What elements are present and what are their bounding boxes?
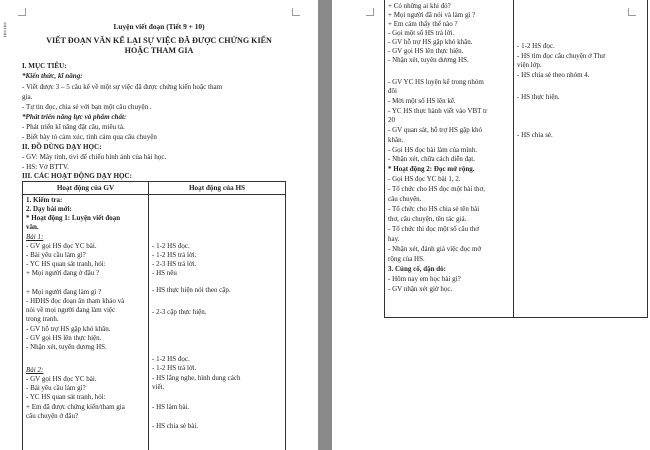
body-line: - HS: Vở BTTV.	[22, 163, 69, 171]
section-heading: II. ĐỒ DÙNG DẠY HỌC:	[22, 143, 102, 151]
table-row: - Nhận xét, chữa cách diễn đạt.	[388, 155, 475, 163]
document-page-2	[332, 0, 650, 450]
table-row: văn.	[26, 223, 39, 231]
table-row: Bài 2:	[26, 366, 44, 374]
table-row: viết.	[152, 383, 165, 391]
table-row: - 2-3 cặp thực hiện.	[152, 308, 207, 316]
table-row: * Hoạt động 1: Luyện viết đoạn	[26, 214, 121, 222]
table-row: - Hôm nay em học bài gì?	[388, 275, 461, 283]
table-row: - Tổ chức cho HS chia sẻ tên bài	[388, 205, 480, 213]
table-row: - Gọi HS đọc YC bài 1, 2.	[388, 175, 461, 183]
table-row: - HS chia sẻ theo nhóm 4.	[517, 71, 590, 79]
table-row: - GV quan sát, hỗ trợ HS gặp khó	[388, 126, 482, 134]
table-row: - HĐHS đọc đoạn ăn tham khảo và	[26, 297, 125, 305]
table-move-handle-icon[interactable]: ⁞⁞ ⁞⁞	[3, 21, 7, 39]
table-row: - GV gọi HS đọc YC bài.	[26, 242, 97, 250]
table-row: - GV gọi HS lên thực hiện.	[26, 334, 102, 342]
table-row: + Em cảm thấy thế nào ?	[388, 20, 458, 28]
table-row: - Bài yêu cầu làm gì?	[26, 251, 86, 259]
table-row: - HS lắng nghe, hình dung cách	[152, 374, 241, 382]
table-row: * Hoạt động 2: Đọc mở rộng.	[388, 165, 475, 173]
table-row: viện lớp.	[517, 61, 542, 69]
table-row: khăn.	[388, 136, 404, 144]
section-heading: I. MỤC TIÊU:	[22, 62, 67, 70]
table-row: - Nhận xét, tuyên dương HS.	[26, 343, 107, 351]
table-row: - GV YC HS luyện kể trong nhóm	[388, 78, 484, 86]
table-row: - Mời một số HS lên kể.	[388, 97, 456, 105]
table-row: - GV gọi HS lên thực hiện.	[388, 47, 464, 55]
table-row: + Mọi người đang ở đâu ?	[26, 269, 100, 277]
section-heading: III. CÁC HOẠT ĐỘNG DẠY HỌC:	[22, 172, 132, 180]
table-row: - GV hỗ trợ HS gặp khó khăn.	[388, 38, 473, 46]
table-row: trong tranh.	[26, 315, 59, 323]
lesson-title: Luyện viết đoạn (Tiết 9 + 10)	[113, 22, 205, 31]
table-row: 2. Dạy bài mới:	[26, 205, 72, 213]
table-row: - Tổ chức thi đọc một số câu thơ	[388, 225, 479, 233]
header-hs: Hoạt động của HS	[188, 184, 246, 192]
body-line: - GV: Máy tính, tivi để chiếu hình ảnh của bài học.	[22, 153, 167, 161]
table-row: + Mọi người đang làm gì ?	[26, 288, 102, 296]
table-row: Bài 1:	[26, 233, 44, 241]
table-row: - 1-2 HS đọc.	[152, 355, 190, 363]
table-row: - HS làm bài.	[152, 403, 190, 411]
table-row: - GV gọi HS đọc YC bài.	[26, 375, 97, 383]
table-row: đôi	[388, 87, 397, 95]
table-row: - Gọi một số HS trả lời.	[388, 29, 455, 37]
table-row: - 1-2 HS đọc.	[152, 242, 190, 250]
table-row: - HS chia sẻ bài.	[152, 422, 199, 430]
table-row: 3. Củng cố, dặn dò:	[388, 265, 446, 273]
lesson-heading-line-1: VIẾT ĐOẠN VĂN KỂ LẠI SỰ VIỆC ĐÃ ĐƯỢC CHỨNG KIẾN	[46, 36, 272, 45]
header-gv: Hoạt động của GV	[56, 184, 115, 192]
table-row: - 1-2 HS trả lời.	[152, 251, 197, 259]
margin-corner-mark	[366, 8, 374, 16]
table-row: - 1-2 HS trả lời.	[152, 364, 197, 372]
table-row: hay.	[388, 235, 400, 243]
body-line: - Phát triển kĩ năng đặt câu, miêu tả.	[22, 123, 125, 131]
table-row: + Mọi người đã nói và làm gì ?	[388, 11, 476, 19]
table-row: - GV hỗ trợ HS gặp khó khăn.	[26, 325, 111, 333]
table-row: 20	[388, 116, 395, 124]
table-row: + Em đã được chứng kiến/tham gia	[26, 403, 125, 411]
body-line: - Viết được 3 – 5 câu kể về một sự việc đã được chứng kiến hoặc tham	[22, 83, 223, 91]
table-row: câu chuyện.	[388, 195, 422, 203]
table-row: - Tổ chức cho HS đọc một bài thơ,	[388, 185, 485, 193]
table-row: - 2-3 HS trả lời.	[152, 260, 197, 268]
table-row: - Nhận xét, tuyên dương HS.	[388, 56, 469, 64]
table-row: - HS chia sẻ.	[517, 131, 553, 139]
table-row: - Nhận xét, đánh giá việc đọc mở	[388, 245, 482, 253]
table-row: - HS tìm đọc câu chuyện ở Thư	[517, 52, 606, 60]
header-divider	[23, 194, 285, 195]
table-row: - 1-2 HS đọc.	[517, 42, 555, 50]
margin-corner-mark	[18, 8, 26, 16]
subsection-heading: *Phát triển năng lực và phẩm chất:	[22, 113, 127, 121]
body-line: - Biết bày tỏ cảm xúc, tình cảm qua câu chuyện	[22, 133, 157, 141]
lesson-heading-line-2: HOẶC THAM GIA	[124, 46, 194, 55]
table-row: - Bài yêu cầu làm gì?	[26, 384, 86, 392]
subsection-heading: *Kiến thức, kĩ năng:	[22, 72, 83, 80]
table-row: nói về mọi người đang làm việc	[26, 306, 116, 314]
table-row: - Gọi HS đọc bài làm của mình.	[388, 146, 478, 154]
table-row: câu chuyện ở đâu?	[26, 412, 79, 420]
column-divider	[513, 0, 514, 317]
body-line: - Tự tin đọc, chia sẻ với bạn một câu chuyện .	[22, 103, 152, 111]
table-row: - HS thực hiện.	[517, 93, 560, 101]
column-divider	[148, 182, 149, 450]
table-row: + Có những ai khi đó?	[388, 2, 451, 10]
activities-table	[22, 181, 286, 450]
table-row: - YC HS thực hành viết vào VBT tr	[388, 107, 488, 115]
table-row: thơ, câu chuyện, tên tác giả.	[388, 215, 467, 223]
table-row: 1. Kiểm tra:	[26, 196, 63, 204]
table-row: - GV nhận xét giờ học.	[388, 285, 453, 293]
table-row: - HS thực hiện nói theo cặp.	[152, 286, 231, 294]
activities-table-continued	[384, 0, 648, 318]
table-row: - HS nêu	[152, 269, 177, 277]
table-row: - YC HS quan sát tranh, hỏi:	[26, 393, 106, 401]
table-row: rộng của HS.	[388, 255, 425, 263]
table-row: - YC HS quan sát tranh, hỏi:	[26, 260, 106, 268]
body-line: gia.	[22, 93, 33, 101]
margin-corner-mark	[292, 8, 300, 16]
document-page-1	[0, 0, 318, 450]
